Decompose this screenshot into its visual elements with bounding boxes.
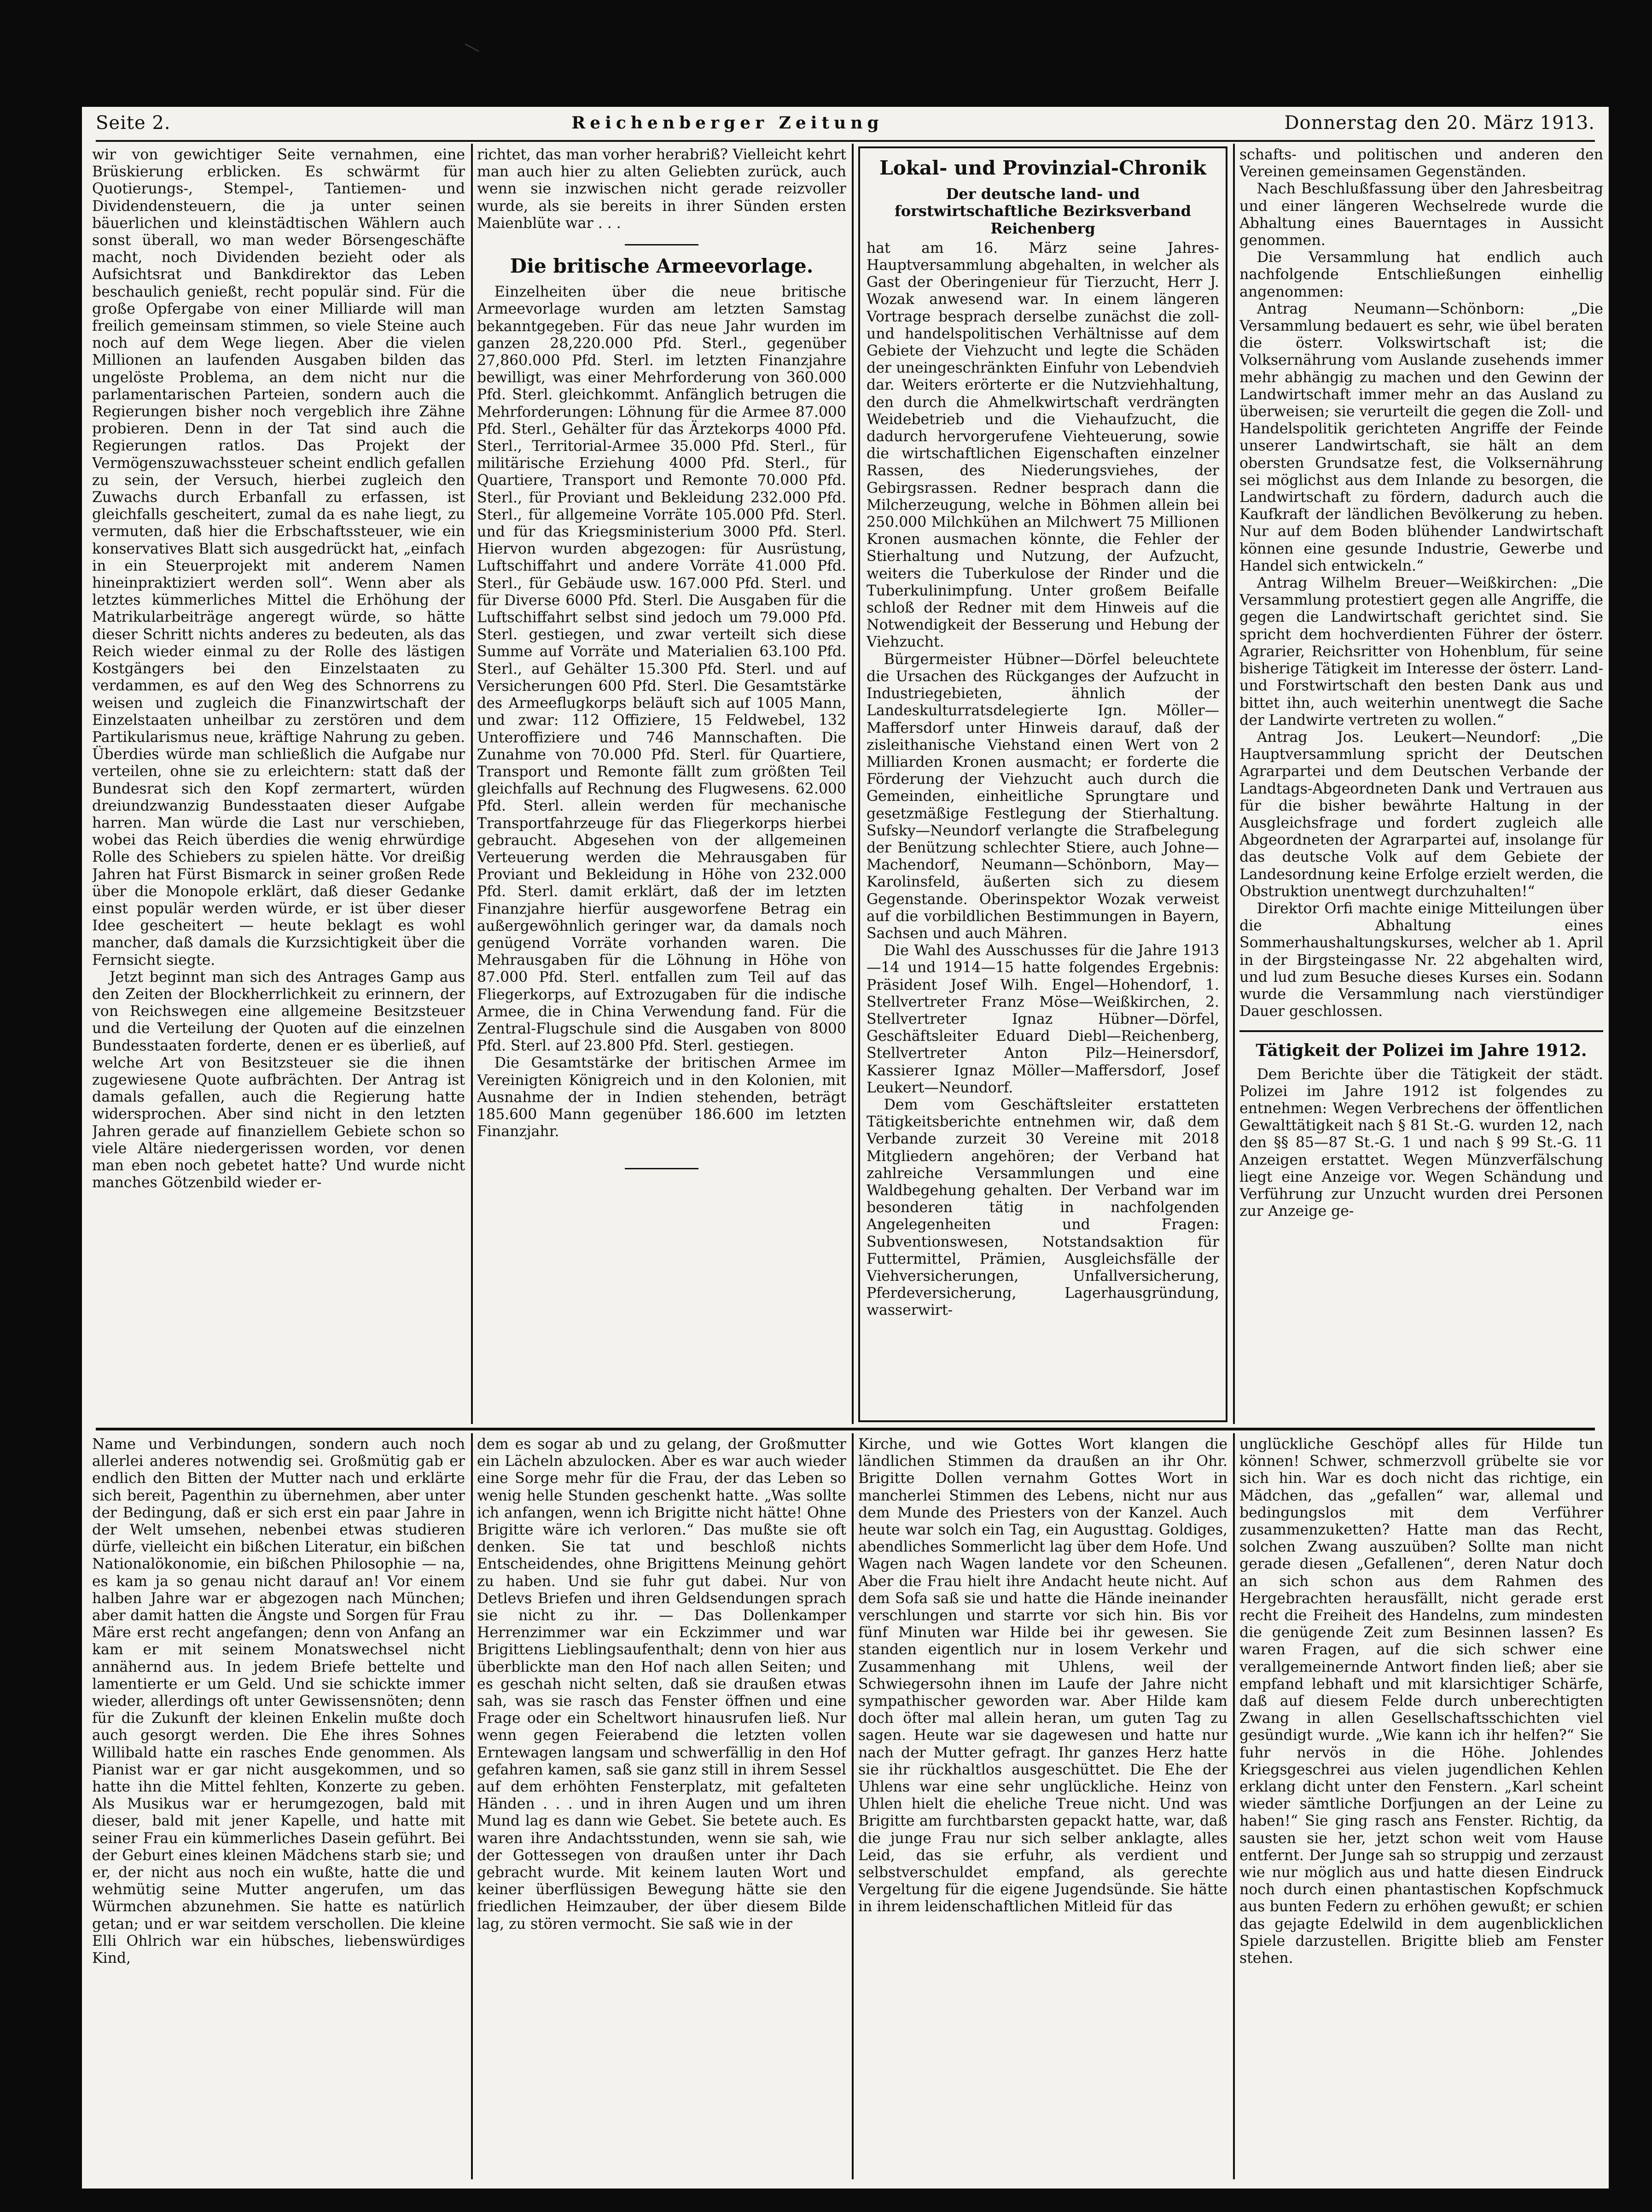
paragraph: Antrag Neumann—Schönborn: „Die Versammlung bedauert es sehr, wie übel beraten die österr. Volkswirtschaft ist; die Volksernährung vom Auslande zusehends immer mehr abhängig zu machen und den Gewinn der Landwirtschaft immer mehr an das Ausland zu überweisen; sie verurteilt die gegen die Zoll- und Handelspolitik gerichteten Angriffe der Feinde unserer Landwirtschaft, sie hält an dem obersten Grundsatze fest, die Volksernährung sei möglichst aus dem Inlande zu besorgen, die Landwirtschaft zu fördern, dadurch auch die Kaufkraft der ländlichen Bevölkerung zu heben. Nur auf dem Boden blühender Landwirtschaft können eine gesunde Industrie, Gewerbe und Handel sich entwickeln.“ <box>1239 300 1603 574</box>
paragraph: richtet, das man vorher herabriß? Vielleicht kehrt man auch hier zu alten Geliebten zurück, auch wenn sie inzwischen nicht gerade reizvoller wurde, als sie bereits in ihrer Sünden ersten Maienblüte war . . . <box>477 146 846 232</box>
feuilleton-column <box>858 1436 1227 2177</box>
newspaper-page <box>82 107 1609 2189</box>
paragraph: Nach Beschlußfassung über den Jahresbeitrag und einer längeren Wechselrede wurde die Abhaltung eines Bauerntages in Aussicht genommen. <box>1239 181 1603 249</box>
column-rule <box>852 1433 854 2179</box>
article-lokal-fortsetzung <box>1239 146 1603 1422</box>
headline: Die britische Armeevorlage. <box>510 255 814 278</box>
page-header <box>82 107 1609 139</box>
column-rule <box>1233 1433 1235 2179</box>
paragraph: Die Gesamtstärke der britischen Armee im Vereinigten Königreich und in den Kolonien, mit Ausnahme der in Indien stehenden, beträgt 185.600 Mann gegenüber 186.600 im letzten Finanzjahr. <box>477 1055 846 1140</box>
paragraph: Dem vom Geschäftsleiter erstatteten Tätigkeitsberichte entnehmen wir, daß dem Verbande zurzeit 30 Vereine mit 2018 Mitgliedern angehören; der Verband hat zahlreiche Versammlungen und eine Waldbegehung gehalten. Der Verband war im besonderen tätig in nachfolgenden Angelegenheiten und Fragen: Subventionswesen, Notstandsaktion für Futtermittel, Prämien, Ausgleichsfälle der Viehversicherungen, Unfallversicherung, Pferdeversicherung, Lagerhausgründung, wasserwirt- <box>867 1096 1219 1319</box>
paragraph: Kirche, und wie Gottes Wort klangen die ländlichen Stimmen da draußen an ihr Ohr. Brigitte Dollen vernahm Gottes Wort in mancherlei Stimmen des Lebens, nicht nur aus dem Munde des Priesters von der Kanzel. Auch heute war solch ein Tag, ein Augusttag. Goldiges, abendliches Sommerlicht lag über dem Hofe. Und Wagen nach Wagen landete vor den Scheunen. Aber die Frau hielt ihre Andacht heute nicht. Auf dem Sofa saß sie und hatte die Hände ineinander verschlungen und starrte vor sich hin. Bis vor fünf Minuten war Hilde bei ihr gewesen. Sie standen eigentlich nur in losem Verkehr und Zusammenhang mit Uhlens, weil der Schwiegersohn ihnen im Laufe der Jahre nicht sympathischer geworden war. Aber Hilde kam doch öfter mal allein heran, um guten Tag zu sagen. Heute war sie dagewesen und hatte nur nach der Mutter gefragt. Ihr ganzes Herz hatte sie ihr rückhaltlos ausgeschüttet. Die Ehe der Uhlens war eine sehr unglückliche. Heinz von Uhlen hielt die eheliche Treue nicht. Und was Brigitte am furchtbarsten gepackt hatte, war, daß die junge Frau nur sich selber anklagte, alles Leid, das sie erfuhr, als verdient und selbstverschuldet empfand, als gerechte Vergeltung für die eigene Jugendsünde. Sie hätte in ihrem leidenschaftlichen Mitleid für das <box>858 1436 1227 1915</box>
paragraph: Antrag Jos. Leukert—Neundorf: „Die Hauptversammlung spricht der Deutschen Agrarpartei und dem Deutschen Verbande der Landtags-Abgeordneten Dank und Vertrauen aus für die bisher bewährte Haltung in der Ausgleichsfrage und fordert zugleich alle Abgeordneten der Agrarpartei auf, insolange für das deutsche Volk auf dem Gebiete der Landesordnung keine Erfolge erzielt werden, die Obstruktion unentwegt durchzuhalten!“ <box>1239 729 1603 900</box>
separator <box>625 1168 698 1169</box>
column-rule <box>471 1433 473 2179</box>
paragraph: Bürgermeister Hübner—Dörfel beleuchtete die Ursachen des Rückganges der Aufzucht in Industriegebieten, ähnlich der Landeskulturratsdelegierte Ign. Möller—Maffersdorf unter Hinweis darauf, daß der zisleithanische Viehstand einen Wert von 2 Milliarden Kronen ausmacht; er forderte die Förderung der Viehzucht auch durch die Gemeinden, einheitliche Sprungtare und gesetzmäßige Festlegung der Stierhaltung. Sufsky—Neundorf verlangte die Strafbelegung der Benützung schlechter Stiere, auch Johne—Machendorf, Neumann—Schönborn, May—Karolinsfeld, äußerten sich zu diesem Gegenstande. Oberinspektor Wozak verweist auf die vorbildlichen Bestimmungen in Bayern, Sachsen und auch Mähren. <box>867 651 1219 942</box>
column-rule <box>852 144 854 1424</box>
column-rule <box>471 144 473 1424</box>
feuilleton-rule <box>96 1428 1595 1430</box>
paragraph: Die Versammlung hat endlich auch nachfolgende Entschließungen einhellig angenommen: <box>1239 249 1603 300</box>
paragraph: Direktor Orfi machte einige Mitteilungen über die Abhaltung eines Sommerhaushaltungskurses, welcher ab 1. April in der Birgsteingasse Nr. 22 abgehalten wird, und lud zum Besuche dieses Kurses ein. Sodann wurde die Versammlung nach vierstündiger Dauer geschlossen. <box>1239 900 1603 1020</box>
scan-artifact <box>465 43 479 52</box>
column-rule <box>1233 144 1235 1424</box>
paragraph: Antrag Wilhelm Breuer—Weißkirchen: „Die Versammlung protestiert gegen alle Angriffe, die gegen die Landwirtschaft gerichtet sind. Sie spricht dem hochverdienten Führer der österr. Agrarier, Reichsritter von Hohenblum, für seine bisherige Tätigkeit im Interesse der österr. Land- und Forstwirtschaft den besten Dank aus und bittet ihn, auch weiterhin unentwegt die Sache der Landwirte vertreten zu wollen.“ <box>1239 575 1603 729</box>
feuilleton-column <box>1239 1436 1603 2177</box>
paragraph: Einzelheiten über die neue britische Armeevorlage wurden am letzten Samstag bekanntgegeben. Für das neue Jahr wurden im ganzen 28,220.000 Pfd. Sterl., gegenüber 27,860.000 Pfd. Sterl. im letzten Finanzjahre bewilligt, was einer Mehrforderung von 360.000 Pfd. Sterl. gleichkommt. Anfänglich betrugen die Mehrforderungen: Löhnung für die Armee 87.000 Pfd. Sterl., Gehälter für das Ärztekorps 4000 Pfd. Sterl., Territorial-Armee 35.000 Pfd. Sterl., für militärische Erziehung 4000 Pfd. Sterl., für Quartiere, Transport und Remonte 70.000 Pfd. Sterl., für Proviant und Bekleidung 232.000 Pfd. Sterl., für allgemeine Vorräte 105.000 Pfd. Sterl. und für das Kriegsministerium 3000 Pfd. Sterl. Hiervon wurden abgezogen: für Ausrüstung, Luftschiffahrt und andere Vorräte 41.000 Pfd. Sterl., für Gebäude usw. 167.000 Pfd. Sterl. und für Diverse 6000 Pfd. Sterl. Die Ausgaben für die Luftschiffahrt selbst sind jedoch um 79.000 Pfd. Sterl. gestiegen, und zwar verteilt sich diese Summe auf Vorräte und Materialien 63.100 Pfd. Sterl., auf Gehälter 15.300 Pfd. Sterl. und auf Versicherungen 600 Pfd. Sterl. Die Gesamtstärke des Armeeflugkorps beläuft sich auf 1005 Mann, und zwar: 112 Offiziere, 15 Feldwebel, 132 Unteroffiziere und 746 Mannschaften. Die Zunahme von 70.000 Pfd. Sterl. für Quartiere, Transport und Remonte fällt zum größten Teil gleichfalls auf Rechnung des Flugwesens. 62.000 Pfd. Sterl. allein werden für mechanische Transportfahrzeuge für das Fliegerkorps hierbei gebraucht. Abgesehen von der allgemeinen Verteuerung werden die Mehrausgaben für Proviant und Bekleidung in Höhe von 232.000 Pfd. Sterl. damit erklärt, daß der im letzten Finanzjahre hierfür ausgeworfene Betrag ein außergewöhnlich geringer war, da damals noch genügend Vorräte vorhanden waren. Die Mehrausgaben für die Löhnung in Höhe von 87.000 Pfd. Sterl. entfallen zum Teil auf das Fliegerkorps, auf Extrozugaben für die indische Armee, die in China Verwendung fand. Für die Zentral-Flugschule sind die Ausgaben von 8000 Pfd. Sterl. auf 23.800 Pfd. Sterl. gestiegen. <box>477 284 846 1055</box>
feuilleton-column <box>477 1436 846 2177</box>
separator <box>625 244 698 245</box>
article-steuerfrage <box>92 146 465 1422</box>
section-heading: Lokal- und Provinzial-Chronik <box>879 157 1206 179</box>
paragraph: Dem Berichte über die Tätigkeit der städt. Polizei im Jahre 1912 ist folgendes zu entnehmen: Wegen Verbrechens der öffentlichen Gewalttätigkeit nach § 81 St.-G. wurden 12, nach den §§ 85—87 St.-G. 1 und nach § 99 St.-G. 11 Anzeigen erstattet. Wegen Münzverfälschung liegt eine Anzeige vor. Wegen Schändung und Verführung zur Unzucht wurden drei Personen zur Anzeige ge- <box>1239 1066 1603 1220</box>
feuilleton-column <box>92 1436 465 2177</box>
header-rule <box>96 140 1595 142</box>
separator <box>1239 1030 1603 1032</box>
page-number: Seite 2. <box>96 112 171 134</box>
paragraph: Jetzt beginnt man sich des Antrages Gamp aus den Zeiten der Blockherrlichkeit zu erinnern, der von Reichswegen eine allgemeine Besitzsteuer und die Verteilung der Quoten auf die einzelnen Bundesstaaten forderte, denen er es überließ, auf welche Art von Besitzsteuer sie die ihnen zugewiesene Quote aufbrächten. Der Antrag ist damals gefallen, auch die Regierung hatte widersprochen. Aber sind nicht in den letzten Jahren gerade auf finanziellem Gebiete schon so viele Altäre niedergerissen worden, vor denen man eben noch gebetet hatte? Und wurde nicht manches Götzenbild wieder er- <box>92 969 465 1191</box>
issue-date: Donnerstag den 20. März 1913. <box>1284 112 1595 134</box>
paragraph: hat am 16. März seine Jahres-Hauptversammlung abgehalten, in welcher als Gast der Oberingenieur für Tierzucht, Herr J. Wozak anwesend war. In einem längeren Vortrage besprach derselbe zunächst die zoll- und handelspolitischen Verhältnisse auf dem Gebiete der Viehzucht und legte die Schäden der uneingeschränkten Einfuhr von Lebendvieh dar. Weiters erörterte er die Nutzviehhaltung, den durch die Ahmelkwirtschaft verdrängten Weidebetrieb und die Viehaufzucht, die dadurch hervorgerufene Viehteuerung, sowie die wirtschaftlichen Eigenschaften einzelner Rassen, des Niederungsviehes, der Gebirgsrassen. Redner besprach dann die Milcherzeugung, welche in Böhmen allein bei 250.000 Milchkühen an Milchwert 75 Millionen Kronen ausmachen könnte, die Fehler der Stierhaltung und Nutzung, der Aufzucht, weiters die Tuberkulose der Rinder und die Tuberkulinimpfung. Unter großem Beifalle schloß der Redner mit dem Hinweis auf die Notwendigkeit der Besserung und Hebung der Viehzucht. <box>867 239 1219 651</box>
article-armeevorlage <box>477 146 846 1422</box>
paragraph: dem es sogar ab und zu gelang, der Großmutter ein Lächeln abzulocken. Aber es war auch wieder eine Sorge mehr für die Frau, der das Leben so wenig helle Stunden geschenkt hatte. „Was sollte ich anfangen, wenn ich Brigitte nicht hätte! Ohne Brigitte wäre ich verloren.“ Das mußte sie oft denken. Sie tat und beschloß nichts Entscheidendes, ohne Brigittens Meinung gehört zu haben. Und sie fuhr gut dabei. Nur von Detlevs Briefen und ihren Geldsendungen sprach sie nicht zu ihr. — Das Dollenkamper Herrenzimmer war ein Eckzimmer und war Brigittens Lieblingsaufenthalt; denn von hier aus überblickte man den Hof nach allen Seiten; und es geschah nicht selten, daß sie draußen etwas sah, was sie rasch das Fenster öffnen und eine Frage oder ein Scheltwort hinausrufen ließ. Nur wenn gegen Feierabend die letzten vollen Erntewagen langsam und schwerfällig in den Hof gefahren kamen, saß sie ganz still in ihrem Sessel auf dem erhöhten Fensterplatz, mit gefalteten Händen . . . und in ihren Augen und um ihren Mund lag es dann wie Gebet. Sie betete auch. Es waren ihre Andachtsstunden, wenn sie sah, wie der Gottessegen von draußen unter ihr Dach gebracht wurde. Mit keinem lauten Wort und keiner überflüssigen Bewegung hätte sie den friedlichen Heimzauber, der über diesem Bilde lag, zu stören vermocht. Sie saß wie in der <box>477 1436 846 1932</box>
paragraph: unglückliche Geschöpf alles für Hilde tun können! Schwer, schmerzvoll grübelte sie vor sich hin. War es doch nicht das richtige, ein Mädchen, das „gefallen“ war, allemal und bedingungslos mit dem Verführer zusammenzuketten? Hatte man das Recht, solchen Zwang auszuüben? Sollte man nicht gerade diesen „Gefallenen“, deren Natur doch an sich schon aus dem Rahmen des Hergebrachten herausfällt, nicht gerade erst recht die Freiheit des Handelns, zum mindesten die genügende Zeit zum Besinnen lassen? Es waren Fragen, auf die sich schwer eine verallgemeinernde Antwort finden ließ; aber sie empfand lebhaft und mit klarsichtiger Schärfe, daß auf diesem Felde durch unberechtigten Zwang in allen Gesellschaftsschichten viel gesündigt wurde. „Wie kann ich ihr helfen?“ Sie fuhr nervös in die Höhe. Johlendes Kriegsgeschrei aus vielen jugendlichen Kehlen erklang dicht unter den Fenstern. „Karl scheint wieder sämtliche Dorfjungen an der Leine zu haben!“ Sie ging rasch ans Fenster. Richtig, da sausten sie her, jetzt schon weit vom Hause entfernt. Der Junge sah so struppig und zerzaust wie nur möglich aus und hatte diesen Eindruck noch durch einen phantastischen Kopfschmuck aus bunten Federn zu erhöhen gewußt; er schien das gejagte Edelwild in dem augenblicklichen Spiele darzustellen. Brigitte blieb am Fenster stehen. <box>1239 1436 1603 1967</box>
subheading: Der deutsche land- und forstwirtschaftliche Bezirksverband Reichenberg <box>894 185 1192 237</box>
article-lokal-chronik <box>858 146 1227 1422</box>
paragraph: schafts- und politischen und anderen den Vereinen gemeinsamen Gegenständen. <box>1239 146 1603 181</box>
headline: Tätigkeit der Polizei im Jahre 1912. <box>1256 1041 1587 1061</box>
paragraph: wir von gewichtiger Seite vernahmen, eine Brüskierung erblicken. Es schwärmt für Quotierungs-, Stempel-, Tantiemen- und Dividendensteuern, die ja unter seinen bäuerlichen und kleinstädtischen Wählern auch sonst überall, wo man weder Börsengeschäfte macht, noch Dividenden bezieht oder als Aufsichtsrat und Bankdirektor das Leben beschaulich genießt, recht populär sind. Für die große Opfergabe von einer Milliarde will man freilich gemeinsam stimmen, so viele Steine auch noch auf dem Wege liegen. Aber die vielen Millionen an laufenden Ausgaben bilden das ungelöste Problema, an dem nicht nur die parlamentarischen Parteien, sondern auch die Regierungen bisher noch vergeblich ihre Zähne probieren. Denn in der Tat sind auch die Regierungen ratlos. Das Projekt der Vermögenszuwachssteuer scheint endlich gefallen zu sein, der Versuch, hierbei zugleich den Zuwachs durch Erbanfall zu erfassen, ist gleichfalls gescheitert, zumal da es nahe liegt, zu vermuten, daß hier die Erbschaftssteuer, wie ein konservatives Blatt sich ausgedrückt hat, „einfach in ein Steuerprojekt mit anderem Namen hineinpraktiziert werden soll“. Wenn aber als letztes kümmerliches Mittel die Erhöhung der Matrikularbeiträge angeregt würde, so hätte dieser Schritt nichts anderes zu bedeuten, als das Reich wieder einmal zu der Rolle des lästigen Kostgängers bei den Einzelstaaten zu verdammen, es auf den Weg des Schnorrens zu weisen und zugleich die Finanzwirtschaft der Einzelstaaten unheilbar zu zerstören und dem Partikularismus neue, kräftige Nahrung zu geben. Überdies würde man schließlich die Aufgabe nur verteilen, ohne sie zu erleichtern: statt daß der Bundesrat sich den Kopf zermartert, würden dreiundzwanzig Bundesstaaten dieser Aufgabe harren. Man würde die Last nur verschieben, wobei das Reich überdies die wenig ehrwürdige Rolle des Schiebers zu spielen hätte. Vor dreißig Jahren hat Fürst Bismarck in seiner großen Rede über die Monopole erklärt, daß dieser Gedanke einst populär werden würde, er ist über dieser Idee gescheitert — heute beklagt es wohl mancher, daß damals die Kurzsichtigkeit über die Fernsicht siegte. <box>92 146 465 969</box>
paragraph: Name und Verbindungen, sondern auch noch allerlei anderes notwendig sei. Großmütig gab er endlich den Bitten der Mutter nach und erklärte sich bereit, Pagenthin zu übernehmen, aber unter der Bedingung, daß er sich erst ein paar Jahre in der Welt umsehen, nebenbei etwas studieren dürfe, vielleicht ein bißchen Literatur, ein bißchen Nationalökonomie, ein bißchen Philosophie — na, es kam ja so genau nicht darauf an! Vor einem halben Jahre war er abgezogen nach München; aber damit hatten die Ängste und Sorgen für Frau Märe erst recht angefangen; denn von Anfang an kam er mit seinem Monatswechsel nicht annähernd aus. In jedem Briefe bettelte und lamentierte er um Geld. Und sie schickte immer wieder, allerdings oft unter Gewissensnöten; denn für die Zukunft der kleinen Enkelin mußte doch auch gesorgt werden. Die Ehe ihres Sohnes Willibald hatte ein rasches Ende genommen. Als Pianist war er gar nicht ausgekommen, und so hatte ihn die Mittel fehlten, Konzerte zu geben. Als Musikus war er herumgezogen, bald mit dieser, bald mit jener Kapelle, und hatte mit seiner Frau ein kümmerliches Dasein geführt. Bei der Geburt eines kleinen Mädchens starb sie; und er, der nicht aus noch ein wußte, hatte die und wehmütig seine Mutter angerufen, um das Würmchen abzunehmen. Sie hatte es natürlich getan; und er war seitdem verschollen. Die kleine Elli Ohlrich war ein hübsches, liebenswürdiges Kind, <box>92 1436 465 1967</box>
newspaper-title: Reichenberger Zeitung <box>571 113 884 133</box>
paragraph: Die Wahl des Ausschusses für die Jahre 1913—14 und 1914—15 hatte folgendes Ergebnis: Präsident Josef Wilh. Engel—Hohendorf, 1. Stellvertreter Franz Möse—Weißkirchen, 2. Stellvertreter Ignaz Hübner—Dörfel, Geschäftsleiter Eduard Diebl—Reichenberg, Stellvertreter Anton Pilz—Heinersdorf, Kassierer Ignaz Möller—Maffersdorf, Josef Leukert—Neundorf. <box>867 942 1219 1096</box>
